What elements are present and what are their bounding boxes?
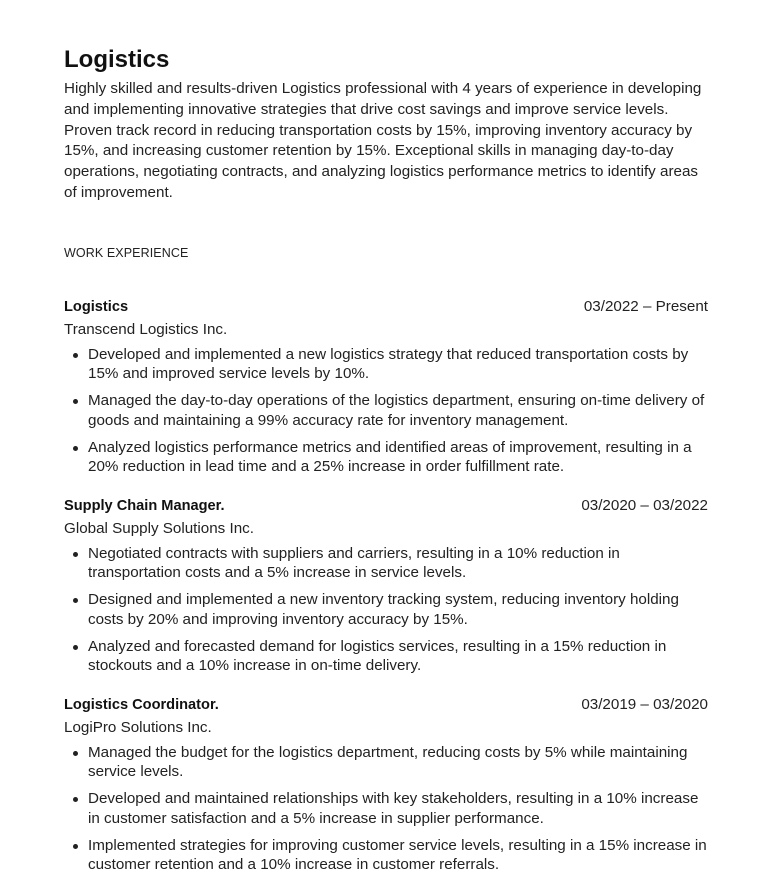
- job-bullet-text: Managed the budget for the logistics department, reducing costs by 5% while maintaining service levels.: [88, 743, 688, 781]
- job-bullet-text: Developed and maintained relationships with key stakeholders, resulting in a 10% increase in customer satisfaction and a 5% increase in supplier performance.: [88, 790, 699, 827]
- job-entry: [64, 694, 708, 875]
- job-bullet-list: [64, 743, 708, 875]
- bullet-dot-icon: [73, 552, 78, 557]
- job-bullet-text: Negotiated contracts with suppliers and carriers, resulting in a 10% reduction in transportation costs and a 5% increase in service levels.: [88, 544, 620, 582]
- job-title: Logistics Coordinator.: [64, 696, 219, 713]
- job-dates: 03/2020 – 03/2022: [581, 496, 708, 514]
- bullet-dot-icon: [73, 353, 78, 358]
- job-bullet: [88, 743, 708, 782]
- job-bullet-text: Developed and implemented a new logistics strategy that reduced transportation costs by 15% and improved service levels by 10%.: [88, 345, 689, 383]
- company-name: Global Supply Solutions Inc.: [64, 519, 254, 537]
- job-entry: [64, 296, 708, 477]
- job-header: [64, 694, 708, 716]
- job-bullet-list: [64, 345, 708, 477]
- job-bullet-text: Analyzed and forecasted demand for logistics services, resulting in a 15% reduction in stockouts and a 10% increase in on-time delivery.: [88, 637, 667, 675]
- job-bullet-text: Analyzed logistics performance metrics and identified areas of improvement, resulting in a 20% reduction in lead time and a 25% increase in order fulfillment rate.: [88, 438, 692, 476]
- job-bullet-list: [64, 544, 708, 676]
- professional-summary: Highly skilled and results-driven Logistics professional with 4 years of experience in developing and implementing innovative strategies that drive cost savings and improve service levels. Proven track record in reducing transportation costs by 15%, improving inventory accuracy by 15%, and increasing customer retention by 15%. Exceptional skills in managing day-to-day operations, negotiating contracts, and analyzing logistics performance metrics to identify areas of improvement.: [64, 80, 702, 201]
- company-name: LogiPro Solutions Inc.: [64, 718, 212, 736]
- job-title: Supply Chain Manager.: [64, 497, 225, 514]
- bullet-dot-icon: [73, 598, 78, 603]
- job-header: [64, 296, 708, 318]
- bullet-dot-icon: [73, 844, 78, 849]
- job-bullet: [88, 637, 708, 676]
- bullet-dot-icon: [73, 446, 78, 451]
- bullet-dot-icon: [73, 645, 78, 650]
- bullet-dot-icon: [73, 751, 78, 756]
- job-bullet: [88, 789, 708, 828]
- job-bullet-text: Designed and implemented a new inventory tracking system, reducing inventory holding costs by 20% and improving inventory accuracy by 15%.: [88, 591, 679, 628]
- resume-name: Logistics: [64, 46, 170, 73]
- section-title-work-experience: WORK EXPERIENCE: [64, 245, 189, 260]
- job-dates: 03/2019 – 03/2020: [581, 695, 708, 713]
- bullet-dot-icon: [73, 797, 78, 802]
- resume-page: [64, 44, 708, 882]
- job-bullet: [88, 544, 708, 583]
- job-header: [64, 495, 708, 517]
- job-bullet: [88, 590, 708, 629]
- job-entry: [64, 495, 708, 676]
- job-bullet: [88, 438, 708, 477]
- company-name: Transcend Logistics Inc.: [64, 320, 228, 338]
- job-bullet: [88, 391, 708, 430]
- job-list: [64, 296, 708, 875]
- job-bullet-text: Managed the day-to-day operations of the logistics department, ensuring on-time delivery of goods and maintaining a 99% accuracy rate for inventory management.: [88, 392, 705, 429]
- job-bullet: [88, 836, 708, 875]
- job-title: Logistics: [64, 298, 129, 315]
- job-bullet: [88, 345, 708, 384]
- bullet-dot-icon: [73, 399, 78, 404]
- job-bullet-text: Implemented strategies for improving customer service levels, resulting in a 15% increase in customer retention and a 10% increase in customer referrals.: [88, 836, 707, 874]
- job-dates: 03/2022 – Present: [583, 297, 708, 315]
